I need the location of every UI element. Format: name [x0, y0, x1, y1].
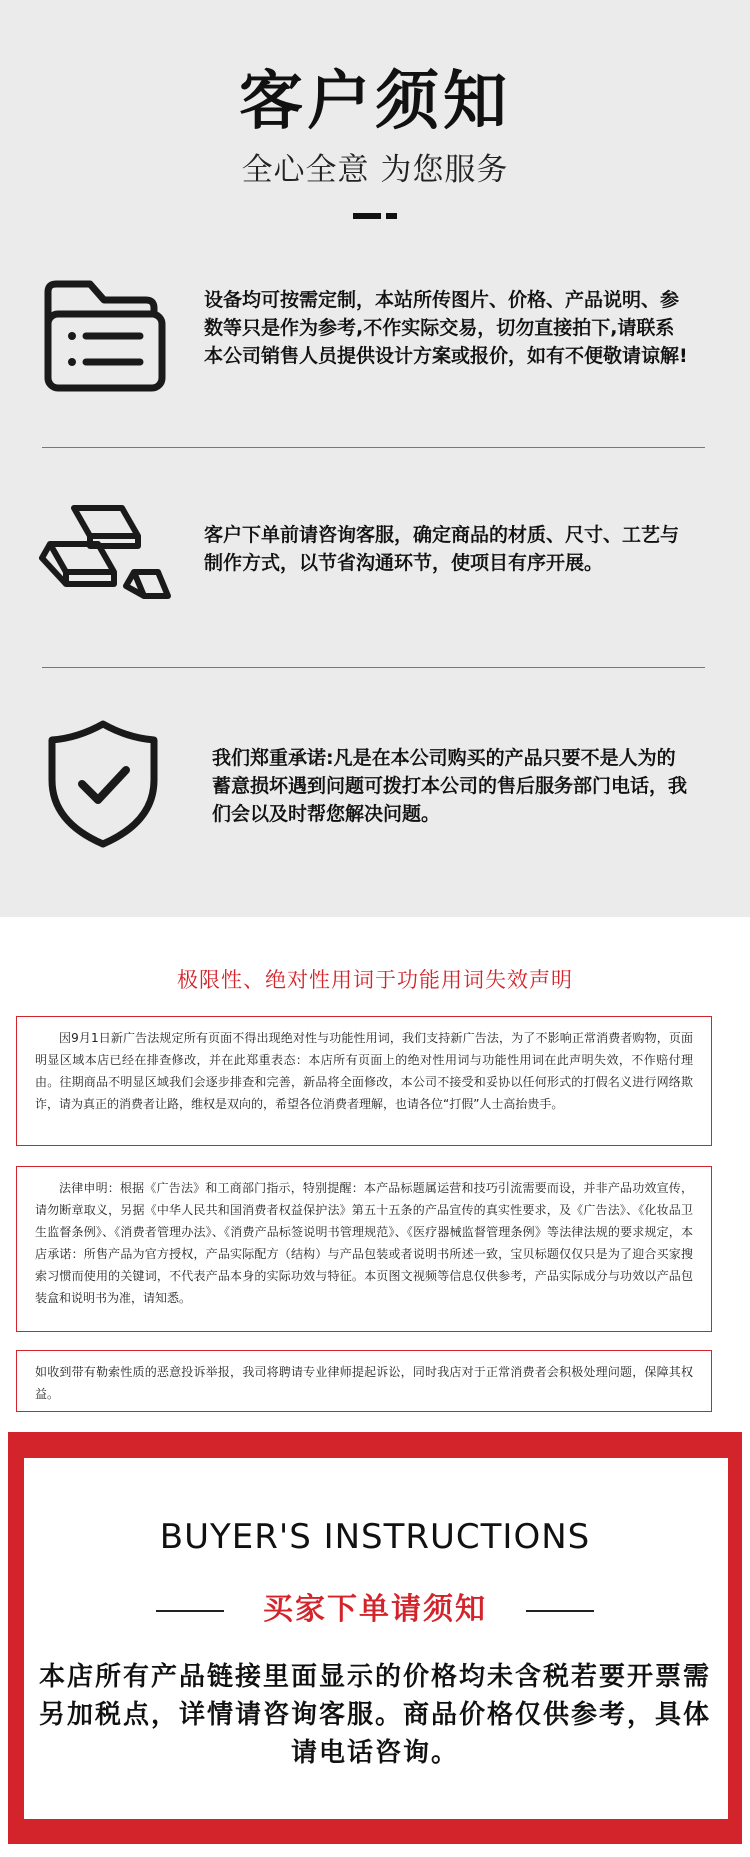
notice-subtitle: 全心全意 为您服务: [241, 152, 509, 188]
folder-list-icon: [40, 278, 168, 396]
buyer-instructions-title-en: BUYER'S INSTRUCTIONS: [159, 1517, 591, 1557]
disclaimer-box-ad-law: [16, 1016, 712, 1146]
title-underline-mark: [353, 213, 397, 219]
notice-title: 客户须知: [239, 65, 511, 139]
divider: [42, 447, 705, 448]
gold-bars-icon: [34, 500, 176, 604]
buyer-instructions-heading-row: [0, 1588, 750, 1632]
shield-check-icon: [46, 718, 160, 850]
disclaimer-box-1-text: 因9月1日新广告法规定所有页面不得出现绝对性与功能性用词，我们支持新广告法，为了不影响正常消费者购物，页面明显区域本店已经在排查修改，并在此郑重表态：本店所有页面上的绝对性用词与功能性用词在此声明失效，不作赔付理由。往期商品不明显区域我们会逐步排查和完善，新品将全面修改，本公司不接受和妥协以任何形式的打假名义进行网络欺诈，请为真正的消费者让路，维权是双向的，希望各位消费者理解，也请各位“打假”人士高抬贵手。: [35, 1031, 693, 1111]
disclaimer-box-legal: [16, 1166, 712, 1332]
notice-item-3-text: 我们郑重承诺:凡是在本公司购买的产品只要不是人为的蓄意损坏遇到问题可拨打本公司的售后服务部门电话，我们会以及时帮您解决问题。: [212, 747, 688, 825]
buyer-instructions-title-cn: 买家下单请须知: [263, 1592, 487, 1627]
disclaimer-box-3-text: 如收到带有勒索性质的恶意投诉举报，我司将聘请专业律师提起诉讼，同时我店对于正常消费者会积极处理问题，保障其权益。: [35, 1365, 693, 1401]
disclaimer-box-extortion: [16, 1350, 712, 1412]
buyer-instructions-body: 本店所有产品链接里面显示的价格均未含税若要开票需另加税点，详情请咨询客服。商品价格仅供参考，具体请电话咨询。: [38, 1662, 711, 1768]
customer-notice-section: [0, 0, 750, 917]
notice-item-1-text: 设备均可按需定制，本站所传图片、价格、产品说明、参数等只是作为参考,不作实际交易，切勿直接拍下,请联系本公司销售人员提供设计方案或报价，如有不便敬请谅解!: [204, 289, 688, 367]
disclaimer-box-2-text: 法律申明：根据《广告法》和工商部门指示，特别提醒：本产品标题属运营和技巧引流需要而设，并非产品功效宣传，请勿断章取义，另据《中华人民共和国消费者权益保护法》第五十五条的产品宣传的真实性要求，及《广告法》、《化妆品卫生监督条例》、《消费者管理办法》、《消费产品标签说明书管理规范》、《医疗器械监督管理条例》等法律法规的要求规定，本店承诺：所售产品为官方授权，产品实际配方（结构）与产品包装或者说明书所述一致，宝贝标题仅仅只是为了迎合买家搜索习惯而使用的关键词，不代表产品本身的实际功效与特征。本页图文视频等信息仅供参考，产品实际成分与功效以产品包装盒和说明书为准，请知悉。: [35, 1181, 693, 1305]
divider: [42, 667, 705, 668]
heading-rule-right: [526, 1610, 594, 1612]
notice-item-2-text: 客户下单前请咨询客服，确定商品的材质、尺寸、工艺与制作方式，以节省沟通环节，使项目有序开展。: [204, 524, 680, 574]
disclaimer-title: 极限性、绝对性用词于功能用词失效声明: [177, 968, 573, 992]
